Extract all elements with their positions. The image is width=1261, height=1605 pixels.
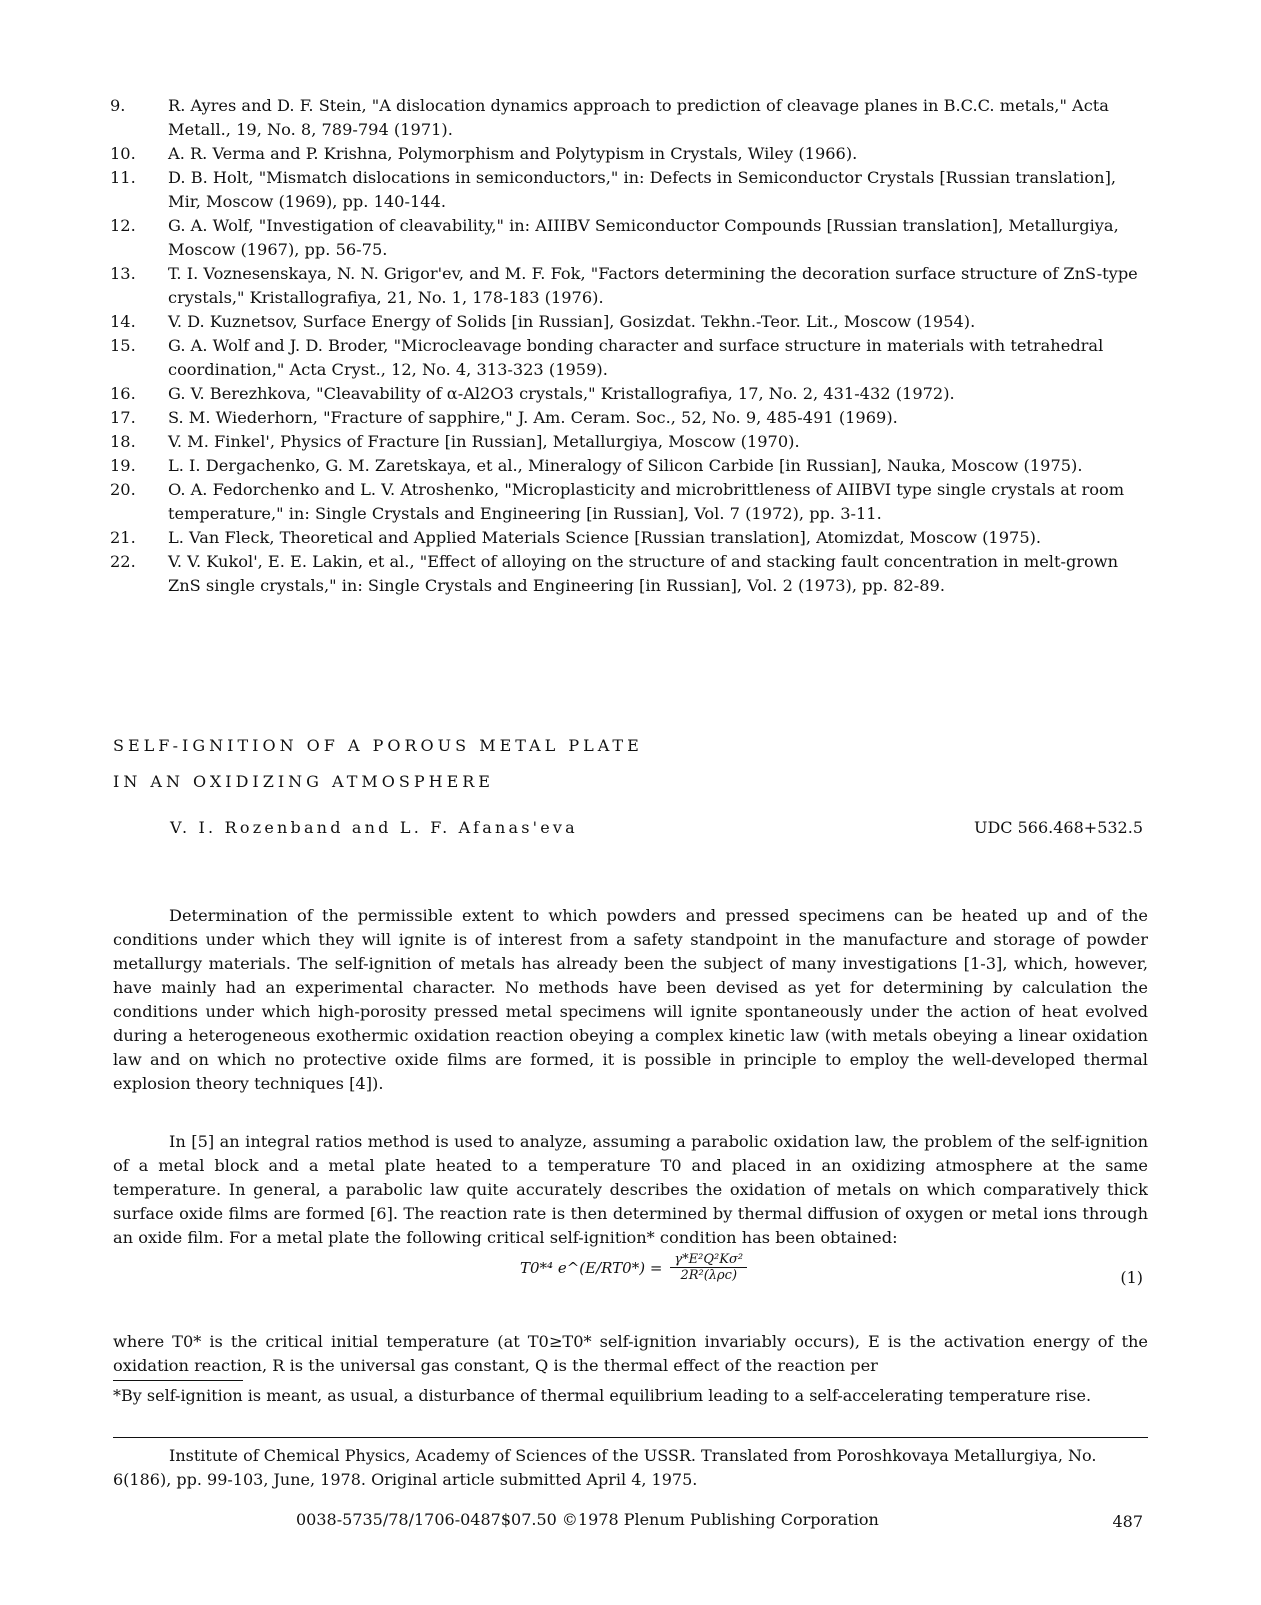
reference-number: 19. [110,456,136,475]
article-authors: V. I. Rozenband and L. F. Afanas'eva [170,818,578,837]
reference-item [110,262,1150,310]
reference-number: 15. [110,336,136,355]
reference-number: 12. [110,216,136,235]
reference-number: 22. [110,552,136,571]
page-number: 487 [1112,1512,1143,1531]
reference-text: V. M. Finkel', Physics of Fracture [in Russian], Metallurgiya, Moscow (1970). [168,432,800,451]
reference-text: D. B. Holt, "Mismatch dislocations in semiconductors," in: Defects in Semiconductor Crystals [Russian translation], Mir, Moscow (1969), pp. 140-144. [168,168,1117,211]
reference-text: T. I. Voznesenskaya, N. N. Grigor'ev, and M. F. Fok, "Factors determining the decoration surface structure of ZnS-type crystals," Kristallografiya, 21, No. 1, 178-183 (1976). [168,264,1138,307]
reference-text: A. R. Verma and P. Krishna, Polymorphism and Polytypism in Crystals, Wiley (1966). [168,144,858,163]
divider-rule [113,1437,1148,1438]
udc-code: UDC 566.468+532.5 [973,818,1143,837]
reference-text: G. V. Berezhkova, "Cleavability of α-Al2O3 crystals," Kristallografiya, 17, No. 2, 431-432 (1972). [168,384,955,403]
reference-item [110,334,1150,382]
equation-denominator: 2R²(λρc) [680,1268,738,1283]
reference-item [110,430,1150,454]
reference-text: L. Van Fleck, Theoretical and Applied Materials Science [Russian translation], Atomizdat, Moscow (1975). [168,528,1042,547]
reference-item [110,454,1150,478]
reference-number: 17. [110,408,136,427]
reference-number: 21. [110,528,136,547]
copyright-line: 0038-5735/78/1706-0487$07.50 ©1978 Plenum Publishing Corporation [296,1510,879,1529]
reference-text: O. A. Fedorchenko and L. V. Atroshenko, "Microplasticity and microbrittleness of AIIBVI type single crystals at room temperature," in: Single Crystals and Engineering [in Russian], Vol. 7 (1972), pp. 3-11. [168,480,1125,523]
reference-item [110,478,1150,526]
footnote: *By self-ignition is meant, as usual, a disturbance of thermal equilibrium leading to a self-accelerating temperature rise. [113,1386,1092,1405]
reference-text: G. A. Wolf and J. D. Broder, "Microcleavage bonding character and surface structure in materials with tetrahedral coordination," Acta Cryst., 12, No. 4, 313-323 (1959). [168,336,1104,379]
equation-numerator: γ*E²Q²Kσ² [670,1252,747,1268]
footnote-rule [113,1380,243,1381]
reference-item [110,166,1150,214]
reference-text: L. I. Dergachenko, G. M. Zaretskaya, et al., Mineralogy of Silicon Carbide [in Russian], Nauka, Moscow (1975). [168,456,1083,475]
reference-item [110,550,1150,598]
reference-item [110,310,1150,334]
reference-text: S. M. Wiederhorn, "Fracture of sapphire," J. Am. Ceram. Soc., 52, No. 9, 485-491 (1969). [168,408,898,427]
article-title-line-1: SELF-IGNITION OF A POROUS METAL PLATE [113,736,643,755]
body-paragraph-2: In [5] an integral ratios method is used to analyze, assuming a parabolic oxidation law, the problem of the self-ignition of a metal block and a metal plate heated to a temperature T0 and placed in an oxidizing atmosphere at the same temperature. In general, a parabolic law quite accurately describes the oxidation of metals on which comparatively thick surface oxide films are formed [6]. The reaction rate is then determined by thermal diffusion of oxygen or metal ions through an oxide film. For a metal plate the following critical self-ignition* condition has been obtained: [113,1132,1148,1248]
reference-text: V. D. Kuznetsov, Surface Energy of Solids [in Russian], Gosizdat. Tekhn.-Teor. Lit., Moscow (1954). [168,312,976,331]
institution-note: Institute of Chemical Physics, Academy of Sciences of the USSR. Translated from Poroshkovaya Metallurgiya, No. 6(186), pp. 99-103, June, 1978. Original article submitted April 4, 1975. [113,1446,1097,1489]
equation-1 [520,1252,747,1283]
body-paragraph-3: where T0* is the critical initial temperature (at T0≥T0* self-ignition invariably occurs), E is the activation energy of the oxidation reaction, R is the universal gas constant, Q is the thermal effect of the reaction per [113,1332,1148,1376]
reference-item [110,382,1150,406]
reference-text: G. A. Wolf, "Investigation of cleavability," in: AIIIBV Semiconductor Compounds [Russian translation], Metallurgiya, Moscow (1967), pp. 56-75. [168,216,1119,259]
reference-item [110,526,1150,550]
reference-number: 11. [110,168,136,187]
reference-item [110,214,1150,262]
reference-text: V. V. Kukol', E. E. Lakin, et al., "Effect of alloying on the structure of and stacking fault concentration in melt-grown ZnS single crystals," in: Single Crystals and Engineering [in Russian], Vol. 2 (1973), pp. 82-89. [168,552,1119,595]
reference-list [110,94,1150,598]
reference-item [110,406,1150,430]
reference-number: 20. [110,480,136,499]
reference-number: 18. [110,432,136,451]
reference-number: 16. [110,384,136,403]
equation-number: (1) [1120,1268,1143,1287]
article-title-line-2: IN AN OXIDIZING ATMOSPHERE [113,772,494,791]
reference-number: 9. [110,96,126,115]
equation-fraction [670,1252,747,1283]
reference-item [110,142,1150,166]
reference-text: R. Ayres and D. F. Stein, "A dislocation dynamics approach to prediction of cleavage planes in B.C.C. metals," Acta Metall., 19, No. 8, 789-794 (1971). [168,96,1109,139]
reference-item [110,94,1150,142]
reference-number: 14. [110,312,136,331]
body-paragraph-1: Determination of the permissible extent to which powders and pressed specimens can be heated up and of the conditions under which they will ignite is of interest from a safety standpoint in the manufacture and storage of powder metallurgy materials. The self-ignition of metals has already been the subject of many investigations [1-3], which, however, have mainly had an experimental character. No methods have been devised as yet for determining by calculation the conditions under which high-porosity pressed metal specimens will ignite spontaneously under the action of heat evolved during a heterogeneous exothermic oxidation reaction obeying a complex kinetic law (with metals obeying a linear oxidation law and on which no protective oxide films are formed, it is possible in principle to employ the well-developed thermal explosion theory techniques [4]). [113,906,1148,1094]
reference-number: 13. [110,264,136,283]
equation-lhs: T0*⁴ e^(E/RT0*) = [520,1258,663,1277]
reference-number: 10. [110,144,136,163]
